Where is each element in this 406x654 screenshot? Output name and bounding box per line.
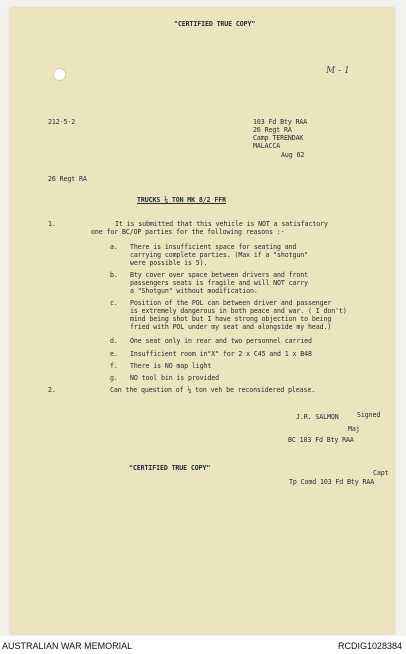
rank: Maj [348, 425, 360, 433]
reason-letter: e. [110, 350, 118, 358]
file-reference: 212-5-2 [48, 118, 76, 126]
handwritten-reference: M - 1 [326, 66, 350, 76]
para-2-number: 2. [48, 386, 56, 394]
certified-copy-header: "CERTIFIED TRUE COPY" [174, 20, 256, 28]
signature-name: J.R. SALMON [296, 413, 339, 421]
para-1-number: 1. [48, 220, 56, 228]
reason-letter: f. [110, 362, 118, 370]
from-date: Aug 62 [281, 151, 305, 159]
reason-line: carrying complete parties. (Max if a "shotgun" [130, 251, 309, 259]
archive-footer [0, 637, 406, 654]
reason-line: fried with POL under my seat and alongside my head.) [130, 323, 332, 331]
reason-line: There is insufficient space for seating and [130, 243, 297, 251]
reason-line: passengers seats is fragile and will NOT carry [130, 279, 309, 287]
reason-letter: c. [110, 299, 118, 307]
para-1-line-1: It is submitted that this vehicle is NOT a satisfactory [115, 220, 328, 228]
appointment: BC 103 Fd Bty RAA [288, 436, 354, 444]
reason-line: were possible is 5). [130, 259, 208, 267]
para-2-text: Can the question of ¼ ton veh be reconsidered please. [110, 386, 316, 394]
reason-line: is extremely dangerous in both peace and war. ( I don't) [130, 307, 347, 315]
archive-record-id: RCDIG1028384 [337, 641, 402, 651]
reason-letter: b. [110, 271, 118, 279]
certified-copy-footer: "CERTIFIED TRUE COPY" [129, 464, 211, 472]
reason-line: Position of the POL can between driver and passenger [130, 299, 332, 307]
from-line-1: 103 Fd Bty RAA [253, 118, 308, 126]
addressee: 26 Regt RA [48, 175, 87, 183]
para-1-line-2: one for BC/OP parties for the following reasons :- [91, 228, 285, 236]
reason-line: There is NO map light [130, 362, 212, 370]
from-line-2: 26 Regt RA [253, 126, 292, 134]
from-line-4: MALACCA [253, 142, 281, 150]
reason-line: a "Shotgun" without modification. [130, 287, 258, 295]
reason-line: mind being shot but I have strong objection to being [130, 315, 332, 323]
reason-line: Insufficient room in"X" for 2 x C45 and 1 x B48 [130, 350, 312, 358]
reason-line: NO tool bin is provided [130, 374, 220, 382]
signed-label: Signed [357, 411, 381, 419]
reason-letter: g. [110, 374, 118, 382]
punch-hole [53, 68, 66, 81]
from-line-3: Camp TERENDAK [253, 134, 304, 142]
reason-letter: d. [110, 337, 118, 345]
capt-appointment: Tp Comd 103 Fd Bty RAA [289, 478, 375, 486]
archive-name: AUSTRALIAN WAR MEMORIAL [2, 641, 133, 651]
reason-letter: a. [110, 243, 118, 251]
capt-label: Capt [373, 469, 389, 477]
subject-heading: TRUCKS ¼ TON MK 8/2 FFR [137, 196, 227, 204]
reason-line: One seat only in rear and two personnel carried [130, 337, 312, 345]
reason-line: Bty cover over space between drivers and front [130, 271, 309, 279]
